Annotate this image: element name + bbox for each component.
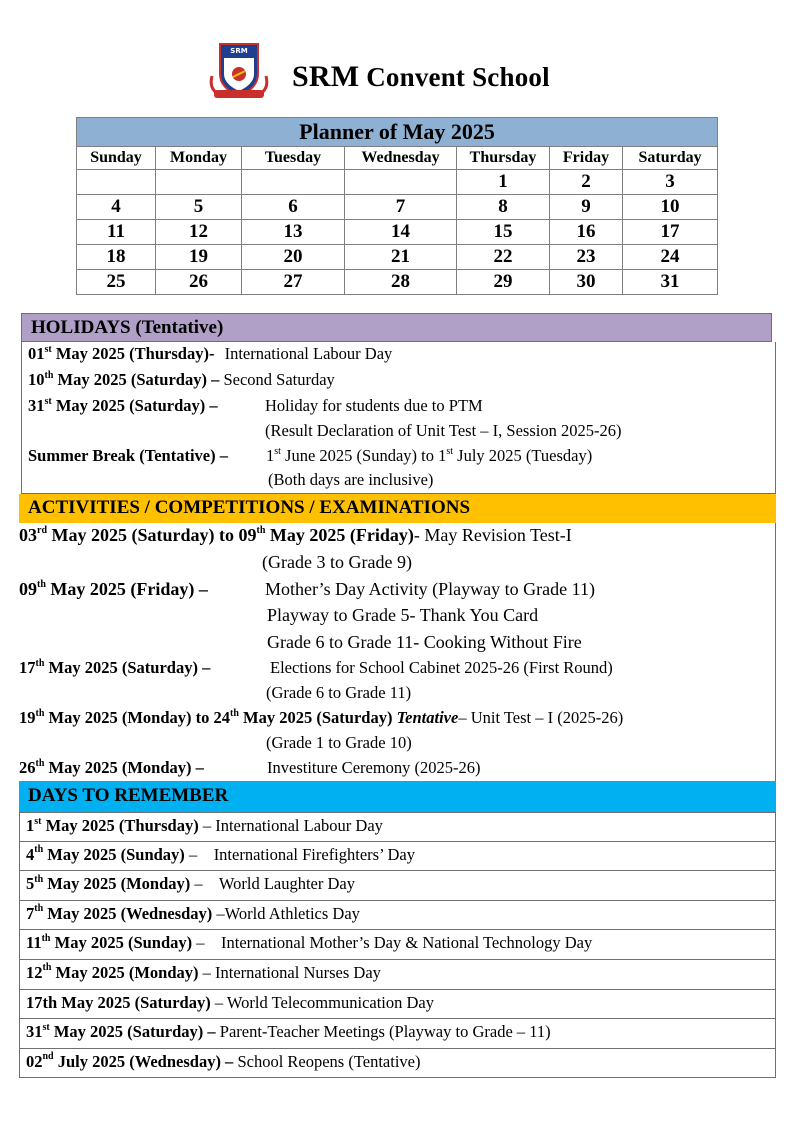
calendar-day-cell: 31 (623, 270, 718, 295)
calendar-day-cell: 23 (550, 245, 623, 270)
holiday-item (28, 446, 228, 466)
remember-date-suffix: th (34, 844, 44, 856)
weekday-label: Monday (156, 147, 242, 170)
weekday-label: Thursday (457, 147, 550, 170)
calendar-day-cell: 21 (345, 245, 457, 270)
calendar-day-cell: 20 (242, 245, 345, 270)
calendar-day-cell: 15 (457, 220, 550, 245)
remember-date-suffix: st (42, 1021, 50, 1033)
remember-date: May 2025 (Saturday) (57, 992, 211, 1012)
holiday-date-day: 10 (28, 370, 45, 389)
remember-date-day: 5 (26, 874, 35, 894)
activity-subtext: Playway to Grade 5- Thank You Card (267, 605, 539, 625)
remember-date-day: 1 (26, 816, 35, 835)
calendar-day-cell (77, 170, 156, 195)
school-name (292, 60, 550, 94)
remember-date: May 2025 (Sunday) (43, 844, 185, 864)
remember-date-day: 02 (26, 1051, 43, 1071)
remember-row (19, 1049, 776, 1079)
calendar-day-cell: 25 (77, 270, 156, 295)
remember-date-day: 7 (26, 903, 35, 923)
calendar-day-cell: 12 (156, 220, 242, 245)
month-calendar (76, 117, 718, 295)
calendar-week-row (77, 195, 718, 220)
activity-item: 26th May 2025 (Monday) – (19, 757, 204, 777)
remember-text: – International Labour Day (198, 816, 383, 835)
remember-text: School Reopens (Tentative) (233, 1051, 421, 1071)
holidays-heading: HOLIDAYS (Tentative) (21, 313, 772, 342)
remember-date: May 2025 (Thursday) (41, 816, 199, 835)
holiday-subtext: (Both days are inclusive) (268, 470, 434, 489)
remember-date: May 2025 (Saturday) – (49, 1022, 216, 1042)
calendar-day-cell: 18 (77, 245, 156, 270)
holiday-date: May 2025 (Thursday)- (51, 344, 215, 363)
activity-text: – Unit Test – I (2025-26) (458, 708, 624, 727)
calendar-day-cell: 19 (156, 245, 242, 270)
activity-item: 09th May 2025 (Friday) – (19, 579, 208, 599)
holiday-text: International Labour Day (224, 344, 393, 363)
remember-text: – World Telecommunication Day (210, 992, 434, 1012)
calendar-week-row (77, 270, 718, 295)
remember-row (19, 1019, 776, 1049)
remember-text: Parent-Teacher Meetings (Playway to Grade – 11) (215, 1022, 551, 1042)
calendar-day-cell: 8 (457, 195, 550, 220)
holiday-text: Second Saturday (223, 370, 335, 389)
calendar-day-cell: 24 (623, 245, 718, 270)
holiday-date: Summer Break (Tentative) – (28, 446, 228, 465)
activity-subtext: (Grade 1 to Grade 10) (266, 733, 412, 752)
calendar-day-cell (242, 170, 345, 195)
weekday-label: Wednesday (345, 147, 457, 170)
holiday-date-suffix: th (44, 369, 54, 381)
school-name-rest: Convent School (366, 62, 550, 92)
remember-text: – International Nurses Day (198, 962, 381, 982)
remember-text: –World Athletics Day (212, 903, 360, 923)
calendar-day-cell: 5 (156, 195, 242, 220)
remember-date: May 2025 (Wednesday) (43, 903, 213, 923)
remember-date-suffix: th (34, 903, 44, 915)
remember-row (19, 990, 776, 1020)
activity-subtext: Grade 6 to Grade 11- Cooking Without Fire (267, 632, 582, 652)
remember-date: July 2025 (Wednesday) – (53, 1051, 234, 1071)
weekday-label: Sunday (77, 147, 156, 170)
remember-date: May 2025 (Monday) (43, 874, 191, 894)
calendar-day-cell (156, 170, 242, 195)
weekday-label: Friday (550, 147, 623, 170)
calendar-day-cell: 4 (77, 195, 156, 220)
calendar-day-cell: 26 (156, 270, 242, 295)
calendar-day-cell: 1 (457, 170, 550, 195)
activity-subtext: (Grade 6 to Grade 11) (266, 683, 412, 702)
remember-text: – International Mother’s Day & National Technology Day (192, 933, 593, 953)
remember-date-suffix: th (34, 873, 44, 885)
holiday-date-suffix: st (44, 343, 52, 355)
calendar-day-cell: 3 (623, 170, 718, 195)
remember-date-day: 11 (26, 933, 42, 953)
remember-row (19, 960, 776, 990)
calendar-week-row (77, 245, 718, 270)
remember-text: – International Firefighters’ Day (184, 844, 415, 864)
logo-text: SRM (230, 47, 248, 55)
holiday-date: May 2025 (Saturday) – (53, 370, 220, 389)
remember-date-day: 4 (26, 844, 35, 864)
activity-text: Mother’s Day Activity (Playway to Grade 11) (265, 579, 595, 599)
calendar-day-cell: 16 (550, 220, 623, 245)
holiday-date-day: 01 (28, 344, 45, 363)
remember-date-day: 31 (26, 1022, 43, 1042)
remember-row (19, 871, 776, 901)
remember-date-suffix: nd (42, 1051, 54, 1063)
remember-row (19, 930, 776, 960)
remember-heading: DAYS TO REMEMBER (19, 781, 776, 812)
calendar-week-row (77, 220, 718, 245)
calendar-body (77, 170, 718, 295)
remember-date: May 2025 (Sunday) (50, 933, 193, 953)
holiday-text: Holiday for students due to PTM (265, 396, 483, 415)
calendar-day-cell: 27 (242, 270, 345, 295)
school-name-initials: SRM (292, 60, 360, 93)
remember-date: May 2025 (Monday) (51, 962, 199, 982)
calendar-day-cell: 14 (345, 220, 457, 245)
holiday-date-suffix: st (44, 395, 52, 407)
calendar-day-cell: 30 (550, 270, 623, 295)
calendar-week-row (77, 170, 718, 195)
activity-item: 17th May 2025 (Saturday) – (19, 657, 211, 677)
calendar-day-cell: 7 (345, 195, 457, 220)
calendar-day-cell: 6 (242, 195, 345, 220)
activity-item: 03rd May 2025 (Saturday) to 09th May 2025 (Friday)- May Revision Test-I (19, 525, 572, 545)
activities-heading: ACTIVITIES / COMPETITIONS / EXAMINATIONS (19, 494, 776, 523)
holiday-text: 1st June 2025 (Sunday) to 1st July 2025 (Tuesday) (266, 445, 593, 465)
activities-section (19, 523, 776, 781)
calendar-day-cell (345, 170, 457, 195)
weekday-header-row (77, 147, 718, 170)
holidays-section (21, 342, 776, 494)
holiday-date-day: 31 (28, 396, 45, 415)
calendar-day-cell: 28 (345, 270, 457, 295)
calendar-day-cell: 9 (550, 195, 623, 220)
calendar-day-cell: 29 (457, 270, 550, 295)
activity-text: Investiture Ceremony (2025-26) (267, 758, 481, 777)
activity-item: 19th May 2025 (Monday) to 24th May 2025 (Saturday) Tentative– Unit Test – I (2025-26) (19, 707, 624, 727)
calendar-day-cell: 13 (242, 220, 345, 245)
remember-text: – World Laughter Day (190, 874, 355, 894)
activity-text: Elections for School Cabinet 2025-26 (First Round) (270, 658, 613, 677)
calendar-day-cell: 17 (623, 220, 718, 245)
holiday-subtext: (Result Declaration of Unit Test – I, Session 2025-26) (265, 421, 622, 440)
remember-date-day: 12 (26, 962, 43, 982)
calendar-day-cell: 10 (623, 195, 718, 220)
remember-row (19, 812, 776, 842)
holiday-item (28, 344, 392, 364)
calendar-day-cell: 2 (550, 170, 623, 195)
remember-date-suffix: th (41, 932, 51, 944)
weekday-label: Saturday (623, 147, 718, 170)
remember-row (19, 901, 776, 931)
remember-list (19, 812, 776, 1078)
calendar-day-cell: 11 (77, 220, 156, 245)
remember-date-suffix: st (34, 815, 42, 827)
activity-subtext: (Grade 3 to Grade 9) (262, 552, 412, 572)
holiday-item (28, 396, 218, 416)
weekday-label: Tuesday (242, 147, 345, 170)
calendar-day-cell: 22 (457, 245, 550, 270)
school-logo (202, 36, 276, 102)
remember-row (19, 842, 776, 872)
holiday-item (28, 370, 335, 390)
activity-text: - May Revision Test-I (413, 525, 572, 545)
remember-date-day: 17th (26, 992, 58, 1012)
calendar-title: Planner of May 2025 (77, 118, 718, 147)
remember-date-suffix: th (42, 962, 52, 974)
holiday-date: May 2025 (Saturday) – (51, 396, 218, 415)
activity-tentative: Tentative (396, 708, 459, 727)
